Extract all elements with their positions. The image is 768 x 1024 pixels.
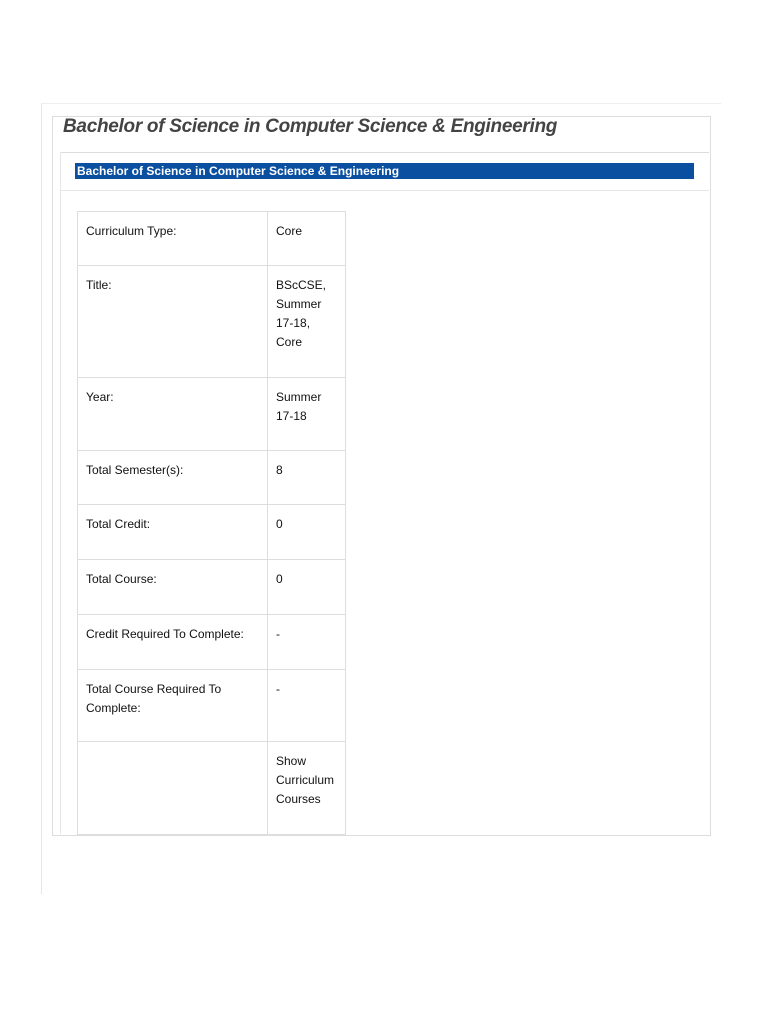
table-row [78,505,346,560]
divider [60,152,709,153]
table-row [78,212,346,266]
row-value: 0 [268,505,346,560]
curriculum-details-table [77,211,346,835]
empty-cell [78,742,268,835]
section-header: Bachelor of Science in Computer Science & Engineering [75,163,694,179]
row-label: Credit Required To Complete: [78,615,268,670]
row-label: Total Course Required To Complete: [78,670,268,742]
row-value: Summer 17-18 [268,378,346,451]
row-value: - [268,615,346,670]
table-row [78,742,346,835]
show-curriculum-courses-link[interactable]: Show Curriculum Courses [268,742,346,835]
row-label: Total Credit: [78,505,268,560]
table-row [78,266,346,378]
row-label: Total Course: [78,560,268,615]
row-value: Core [268,212,346,266]
row-label: Year: [78,378,268,451]
row-value: 0 [268,560,346,615]
row-label: Total Semester(s): [78,451,268,505]
row-value: 8 [268,451,346,505]
table-row [78,378,346,451]
table-row [78,615,346,670]
page-title: Bachelor of Science in Computer Science & Engineering [63,116,558,137]
table-row [78,670,346,742]
row-label: Curriculum Type: [78,212,268,266]
table-row [78,560,346,615]
row-value: BScCSE, Summer 17-18, Core [268,266,346,378]
divider [60,152,61,834]
row-label: Title: [78,266,268,378]
row-value: - [268,670,346,742]
divider [60,190,709,191]
table-row [78,451,346,505]
